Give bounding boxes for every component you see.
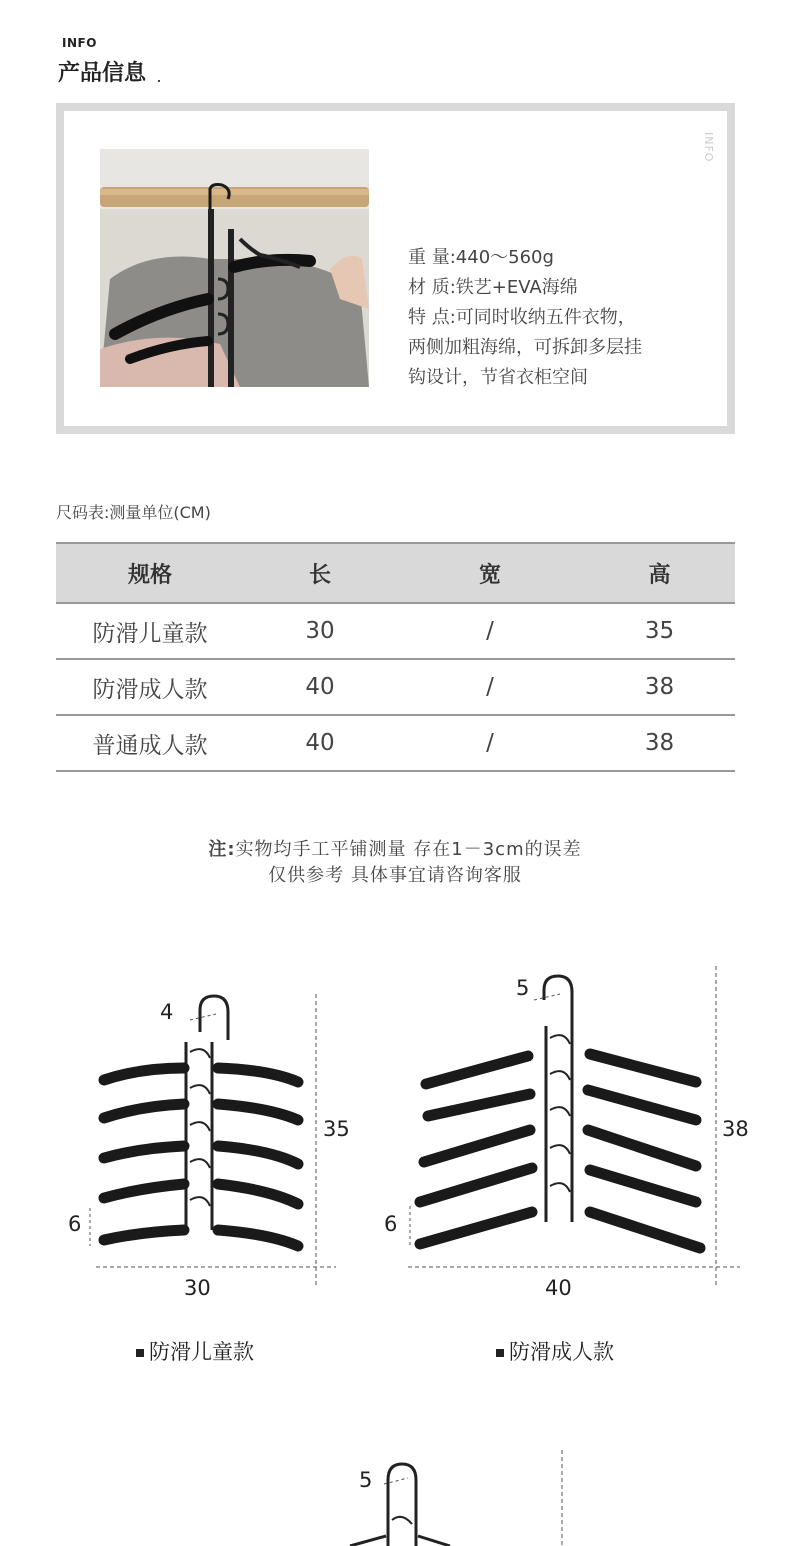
size-table xyxy=(56,542,735,772)
cell-height: 35 xyxy=(584,603,735,659)
cell-model: 防滑儿童款 xyxy=(56,603,244,659)
spec-value: 440～560g xyxy=(455,247,554,268)
spec-key: 特 点: xyxy=(408,307,456,328)
title-dot xyxy=(158,80,160,82)
note-text: 实物均手工平铺测量 存在1－3cm的误差 xyxy=(235,839,582,860)
cell-length: 40 xyxy=(244,715,396,771)
table-header-row xyxy=(56,543,735,603)
cell-height: 38 xyxy=(584,659,735,715)
dim-hook-regular: 5 xyxy=(359,1468,373,1492)
hanger-diagram-adult xyxy=(400,960,760,1300)
spec-material xyxy=(408,273,578,303)
spec-value: 两侧加粗海绵，可拆卸多层挂 xyxy=(408,337,642,358)
spec-value: 铁艺+EVA海绵 xyxy=(455,277,578,298)
bullet-square xyxy=(136,1349,144,1357)
dim-spacing-child: 6 xyxy=(68,1212,82,1236)
cell-model: 普通成人款 xyxy=(56,715,244,771)
header-length: 长 xyxy=(244,543,396,603)
dim-width-adult: 40 xyxy=(545,1276,572,1300)
hanger-diagram-regular xyxy=(330,1450,590,1546)
note-prefix: 注: xyxy=(208,839,236,860)
hanger-diagram-child xyxy=(60,980,360,1300)
caption-text: 防滑儿童款 xyxy=(149,1340,254,1364)
cell-height: 38 xyxy=(584,715,735,771)
cell-width: / xyxy=(396,603,584,659)
section-label-en: INFO xyxy=(62,36,97,50)
header-spec: 规格 xyxy=(56,543,244,603)
size-table-title: 尺码表:测量单位(CM) xyxy=(56,503,211,522)
spec-key: 材 质: xyxy=(408,277,456,298)
cell-length: 30 xyxy=(244,603,396,659)
table-row xyxy=(56,659,735,715)
dim-hook-adult: 5 xyxy=(516,976,530,1000)
dim-height-adult: 38 xyxy=(722,1117,749,1141)
spec-feature xyxy=(408,303,636,333)
section-title: 产品信息 xyxy=(58,61,147,86)
bullet-square xyxy=(496,1349,504,1357)
product-photo-illustration xyxy=(100,149,369,387)
caption-child xyxy=(136,1336,254,1366)
dim-hook-child: 4 xyxy=(160,1000,174,1024)
header-height: 高 xyxy=(584,543,735,603)
dim-height-child: 35 xyxy=(323,1117,350,1141)
spec-feature-line3 xyxy=(408,363,588,393)
table-row xyxy=(56,715,735,771)
note-line-1 xyxy=(0,835,790,861)
caption-adult xyxy=(496,1336,614,1366)
header-width: 宽 xyxy=(396,543,584,603)
cell-width: / xyxy=(396,659,584,715)
spec-feature-line2 xyxy=(408,333,642,363)
spec-weight xyxy=(408,243,554,273)
caption-text: 防滑成人款 xyxy=(509,1340,614,1364)
spec-key: 重 量: xyxy=(408,247,456,268)
dim-width-child: 30 xyxy=(184,1276,211,1300)
cell-length: 40 xyxy=(244,659,396,715)
info-side-label: INFO xyxy=(702,132,715,163)
spec-value: 可同时收纳五件衣物， xyxy=(455,307,636,328)
dim-spacing-adult: 6 xyxy=(384,1212,398,1236)
product-photo xyxy=(100,149,369,387)
note-line-2: 仅供参考 具体事宜请咨询客服 xyxy=(268,865,522,886)
table-row xyxy=(56,603,735,659)
cell-model: 防滑成人款 xyxy=(56,659,244,715)
cell-width: / xyxy=(396,715,584,771)
spec-value: 钩设计，节省衣柜空间 xyxy=(408,367,588,388)
